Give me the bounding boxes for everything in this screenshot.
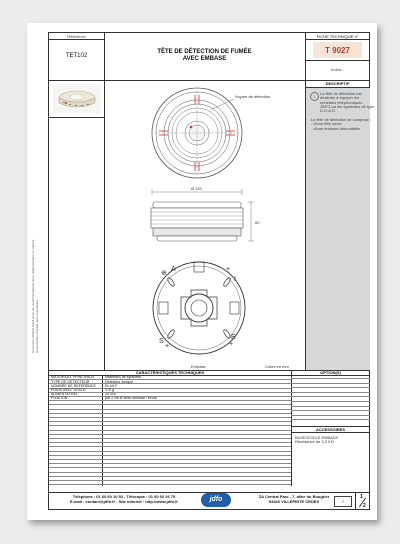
options-title: OPTION(S) bbox=[320, 370, 341, 375]
table-rule bbox=[49, 484, 291, 485]
options-rule bbox=[291, 401, 370, 402]
page-number: 1 bbox=[360, 494, 363, 500]
cert-mark: ✓ bbox=[334, 496, 352, 507]
descriptif-text-2: La tête de détection se compose : - d'une tête seule - d'une embase démontable bbox=[311, 117, 372, 131]
descriptif-icon: i bbox=[310, 92, 319, 101]
accessory-1: BASE/SOCLE EMBASE bbox=[295, 435, 339, 440]
spec-label: POIDS AVEC SOCLE bbox=[51, 387, 86, 392]
spec-value: par 2 vis Ø 4mm embase / fixum bbox=[105, 396, 157, 401]
svg-text:A: A bbox=[171, 266, 176, 273]
table-rule bbox=[49, 459, 291, 460]
table-rule bbox=[49, 434, 291, 435]
svg-text:+: + bbox=[226, 266, 231, 273]
base-label: Embase bbox=[191, 364, 206, 369]
options-rule bbox=[291, 392, 370, 393]
side-view bbox=[151, 202, 254, 241]
table-rule bbox=[49, 451, 291, 452]
spec-label: FIXATION bbox=[51, 396, 68, 401]
page-total: 2 bbox=[363, 503, 366, 509]
spec-value: En kit F bbox=[105, 383, 118, 388]
footer-address-1: ZA Central Parc - 7, allée du Bougrier bbox=[258, 494, 330, 499]
table-rule bbox=[49, 425, 291, 426]
reference-label: Référence bbox=[67, 34, 86, 39]
table-rule bbox=[49, 455, 291, 456]
table-rule bbox=[49, 413, 291, 414]
document-page bbox=[27, 23, 377, 520]
table-rule bbox=[49, 430, 291, 431]
accessory-2: Résistance de 3,3 KΩ bbox=[295, 439, 334, 444]
table-rule bbox=[49, 446, 291, 447]
options-rule bbox=[291, 396, 370, 397]
characteristics-title: CARACTÉRISTIQUES TECHNIQUES bbox=[135, 370, 205, 375]
spec-value: Matériaux de synthèse bbox=[105, 375, 142, 380]
jdfo-logo: jdfo bbox=[201, 493, 231, 507]
spec-label: MATERIAUX PRINCIPAUX bbox=[51, 375, 95, 380]
spec-value: Détecteur ionique bbox=[105, 379, 134, 384]
table-rule bbox=[49, 476, 291, 477]
table-rule bbox=[49, 421, 291, 422]
table-rule bbox=[49, 400, 291, 401]
svg-text:+: + bbox=[229, 341, 234, 348]
reference-value: TET102 bbox=[65, 53, 88, 59]
options-rule bbox=[291, 383, 370, 384]
table-rule bbox=[49, 438, 291, 439]
side-legal-text: Document: Modèle établi selon les recommandations de la réglementation en vigueur. Reproduction interdite sans autorisation. bbox=[31, 238, 39, 353]
table-rule bbox=[49, 472, 291, 473]
sheet-label: FICHE TECHNIQUE n° bbox=[316, 34, 359, 39]
options-rule bbox=[291, 378, 370, 379]
base-view bbox=[153, 262, 245, 354]
spec-value: 170 g bbox=[105, 387, 114, 392]
table-rule bbox=[49, 467, 291, 468]
footer-email: E-mail : contact@jdfo.fr - Site internet : http://www.jdfo.fr bbox=[70, 499, 178, 504]
svg-text:E: E bbox=[231, 334, 236, 341]
index-label: Indice : bbox=[331, 67, 344, 72]
table-rule bbox=[49, 480, 291, 481]
voyant-label: Voyant de détection bbox=[235, 94, 271, 99]
svg-text:+: + bbox=[165, 343, 170, 350]
options-rule bbox=[291, 410, 370, 411]
svg-text:I: I bbox=[234, 276, 236, 283]
technical-drawing bbox=[139, 85, 299, 370]
svg-text:S: S bbox=[159, 338, 164, 345]
spec-label: NOMBRE DE REFERENCE bbox=[51, 383, 96, 388]
options-rule bbox=[291, 387, 370, 388]
title-line1: TÊTE DE DÉTECTION DE FUMÉE bbox=[157, 49, 252, 55]
sheet-number: T 9027 bbox=[325, 46, 350, 55]
svg-text:⊕: ⊕ bbox=[161, 270, 167, 277]
product-photo bbox=[53, 84, 101, 114]
table-rule bbox=[49, 417, 291, 418]
units-note: Cotes en mm bbox=[265, 364, 289, 369]
table-rule bbox=[49, 392, 291, 393]
table-rule bbox=[49, 396, 291, 397]
descriptif-text: La tête de détection est destinée à équiper les centrales téléphoniques JDFO ou les systèmes de type D.O.A.D. bbox=[320, 91, 375, 114]
spec-value: 24 Vcc bbox=[105, 392, 116, 397]
table-rule bbox=[49, 404, 291, 405]
table-rule bbox=[49, 463, 291, 464]
descriptif-title: DESCRIPTIF bbox=[325, 81, 350, 86]
dim-width: Ø 115 bbox=[191, 186, 202, 191]
footer-address-2: 93420 VILLEPINTE CEDEX bbox=[268, 499, 320, 504]
footer-phone: Téléphone : 01 60 60 10 53 - Télécopie : 01 60 60 26 70 bbox=[72, 494, 176, 499]
dim-height: 60 bbox=[255, 220, 260, 225]
spec-label: ALIMENTATION bbox=[51, 392, 78, 397]
spec-label: TYPE DE DETECTEUR bbox=[51, 379, 90, 384]
top-view bbox=[152, 88, 242, 178]
table-rule bbox=[49, 442, 291, 443]
sheet-frame bbox=[48, 32, 375, 510]
options-rule bbox=[291, 415, 370, 416]
options-rule bbox=[291, 419, 370, 420]
options-rule bbox=[291, 406, 370, 407]
accessories-title: ACCESSOIRES bbox=[315, 427, 346, 432]
title-line2: AVEC EMBASE bbox=[182, 56, 227, 62]
table-rule bbox=[49, 409, 291, 410]
